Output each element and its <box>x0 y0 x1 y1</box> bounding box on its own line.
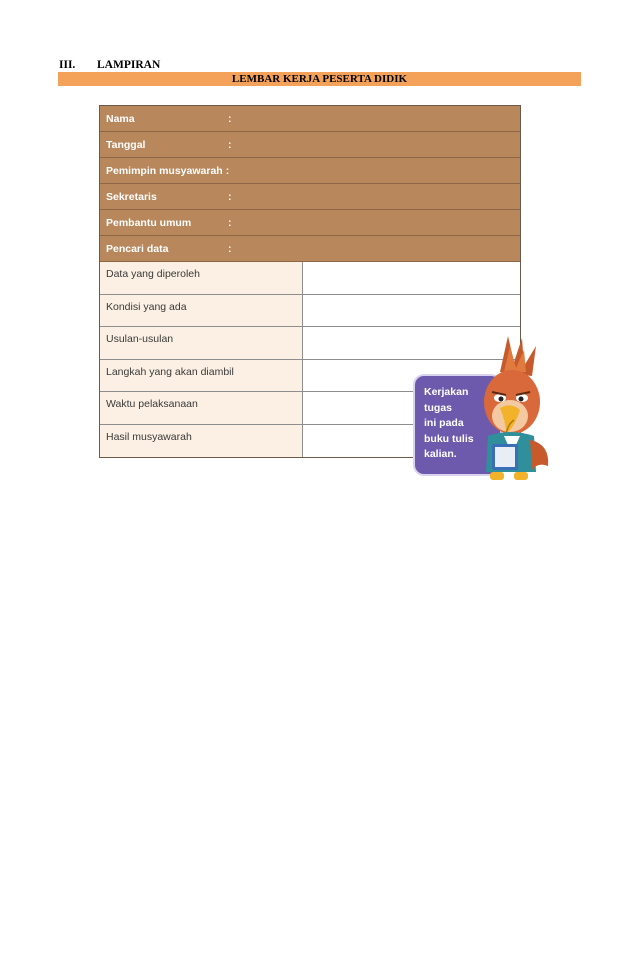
callout-line: kalian. <box>424 448 457 460</box>
header-label: Nama <box>106 112 135 125</box>
header-colon: : <box>228 216 232 229</box>
table-row <box>100 262 520 295</box>
row-label: Waktu pelaksanaan <box>100 392 303 424</box>
row-label: Langkah yang akan diambil <box>100 360 303 392</box>
eagle-mascot-icon <box>470 332 552 484</box>
row-label: Kondisi yang ada <box>100 295 303 327</box>
header-label: Sekretaris <box>106 190 157 203</box>
callout-line: ini pada <box>424 417 464 429</box>
header-colon: : <box>228 190 232 203</box>
header-label: Pemimpin musyawarah <box>106 164 223 177</box>
header-label: Pencari data <box>106 242 169 255</box>
answer-cell <box>303 262 520 294</box>
header-colon: : <box>228 112 232 125</box>
header-colon: : <box>225 164 230 177</box>
row-label: Usulan-usulan <box>100 327 303 359</box>
header-row-pembantu <box>100 210 520 236</box>
header-colon: : <box>228 138 232 151</box>
section-heading <box>59 59 160 71</box>
header-row-sekretaris <box>100 184 520 210</box>
table-row <box>100 327 520 360</box>
callout-line: Kerjakan <box>424 386 469 398</box>
header-colon: : <box>228 242 232 255</box>
header-row-tanggal <box>100 132 520 158</box>
worksheet-title: LEMBAR KERJA PESERTA DIDIK <box>58 72 581 86</box>
callout-line: buku tulis <box>424 432 474 445</box>
header-label: Pembantu umum <box>106 216 192 229</box>
answer-cell <box>303 295 520 327</box>
header-label: Tanggal <box>106 138 146 151</box>
section-title: LAMPIRAN <box>97 59 161 71</box>
header-row-pemimpin <box>100 158 520 184</box>
table-row <box>100 295 520 328</box>
row-label: Hasil musyawarah <box>100 425 303 458</box>
header-row-nama <box>100 106 520 132</box>
callout-line: tugas <box>424 401 453 414</box>
header-row-pencari <box>100 236 520 262</box>
section-number: III. <box>59 59 76 71</box>
row-label: Data yang diperoleh <box>100 262 303 294</box>
